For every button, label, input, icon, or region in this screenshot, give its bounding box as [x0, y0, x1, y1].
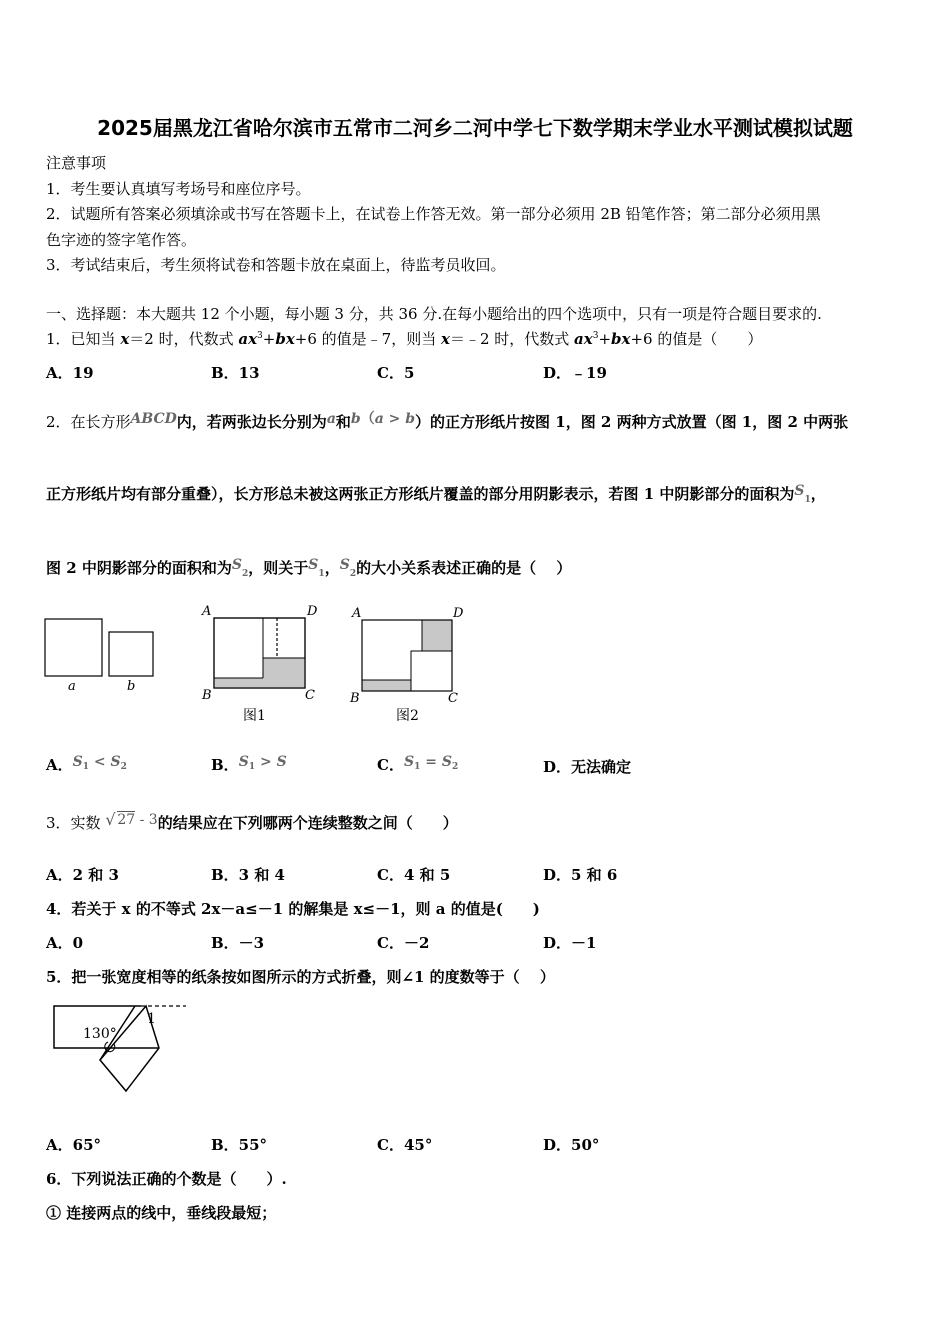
fig2-shaded-bottom	[362, 680, 411, 691]
option-d[interactable]: D．5 和 6	[543, 866, 618, 884]
question-1: 1．已知当 x＝2 时，代数式 $ax^3+bx+6$ 的值是﹣7，则当 x＝﹣2 时，代数式 $ax^3+bx+6$ 的值是（ ）	[46, 330, 763, 348]
notice-item: 3．考试结束后，考生须将试卷和答题卡放在桌面上，待监考员收回。	[46, 256, 506, 274]
question-2-line-2: 正方形纸片均有部分重叠），长方形总未被这两张正方形纸片覆盖的部分用阴影表示，若图 1 中阴影部分的面积为$S_1$，	[46, 483, 826, 505]
option-d[interactable]: D．50°	[543, 1136, 600, 1154]
angle-one-label: 1	[147, 1011, 156, 1027]
question-4: 4．若关于 x 的不等式 2x－a≤－1 的解集是 x≤－1，则 a 的值是( )	[46, 900, 540, 918]
fig2-caption: 图2	[396, 708, 419, 724]
fig2-label-B: B	[350, 691, 360, 706]
option-a[interactable]: A．65°	[46, 1136, 102, 1154]
question-6: 6．下列说法正确的个数是（ ）.	[46, 1170, 287, 1188]
option-d[interactable]: D．﹣19	[543, 364, 607, 382]
fig1-label-B: B	[202, 688, 212, 703]
question-2-figures	[40, 598, 480, 728]
option-b[interactable]: B．13	[211, 364, 260, 382]
question-5-figure	[46, 998, 196, 1098]
notice-heading: 注意事项	[46, 154, 107, 172]
option-b[interactable]: B．－3	[211, 934, 265, 952]
option-a[interactable]: A．19	[46, 364, 94, 382]
option-c[interactable]: C．5	[377, 364, 415, 382]
notice-item: 色字迹的签字笔作答。	[46, 231, 197, 249]
fig1-label-C: C	[305, 688, 315, 703]
option-d[interactable]: D．无法确定	[543, 758, 632, 776]
option-a[interactable]: A．$S_1 < S_2$	[46, 754, 127, 774]
fig2-label-C: C	[448, 691, 458, 706]
page-title: 2025届黑龙江省哈尔滨市五常市二河乡二河中学七下数学期末学业水平测试模拟试题	[97, 116, 853, 140]
question-3: 3．实数 √ 27 - 3的结果应在下列哪两个连续整数之间（ ）	[46, 810, 458, 832]
option-c[interactable]: C．－2	[377, 934, 430, 952]
option-a[interactable]: A．0	[46, 934, 84, 952]
square-b	[109, 632, 153, 676]
fig1-shaded	[214, 658, 305, 688]
question-6-item-1: ① 连接两点的线中，垂线段最短；	[46, 1204, 277, 1222]
question-2-line-3: 图 2 中阴影部分的面积和为$S_2$，则关于$S_1$，$S_2$的大小关系表述正确的是（ ）	[46, 557, 572, 579]
question-2: 2．在长方形ABCD内，若两张边长分别为a和b（a > b）的正方形纸片按图 1，图 2 两种方式放置（图 1，图 2 中两张	[46, 411, 849, 431]
option-a[interactable]: A．2 和 3	[46, 866, 119, 884]
fig2-shaded-top	[422, 620, 452, 651]
notice-item: 2．试题所有答案必须填涂或书写在答题卡上，在试卷上作答无效。第一部分必须用 2B 铅笔作答；第二部分必须用黑	[46, 205, 821, 223]
label-b: b	[127, 679, 136, 694]
option-b[interactable]: B．3 和 4	[211, 866, 285, 884]
option-c[interactable]: C．$S_1 = S_2$	[377, 754, 459, 774]
square-a	[45, 619, 102, 676]
radicand: 27	[117, 812, 136, 828]
question-5: 5．把一张宽度相等的纸条按如图所示的方式折叠，则∠1 的度数等于（ ）	[46, 968, 555, 986]
angle-label: 130°	[83, 1026, 117, 1042]
option-d[interactable]: D．－1	[543, 934, 597, 952]
option-c[interactable]: C．4 和 5	[377, 866, 451, 884]
label-a: a	[68, 679, 76, 694]
fig1-caption: 图1	[243, 708, 266, 724]
option-c[interactable]: C．45°	[377, 1136, 433, 1154]
fig2-label-D: D	[453, 606, 464, 621]
fig1-label-A: A	[202, 604, 212, 619]
option-b[interactable]: B．55°	[211, 1136, 268, 1154]
option-b[interactable]: B．$S_1 > S$	[211, 754, 287, 774]
notice-item: 1．考生要认真填写考场号和座位序号。	[46, 180, 311, 198]
section-heading: 一、选择题：本大题共 12 个小题，每小题 3 分，共 36 分.在每小题给出的四个选项中，只有一项是符合题目要求的.	[46, 305, 822, 323]
fig1-label-D: D	[307, 604, 318, 619]
fig2-label-A: A	[352, 606, 362, 621]
